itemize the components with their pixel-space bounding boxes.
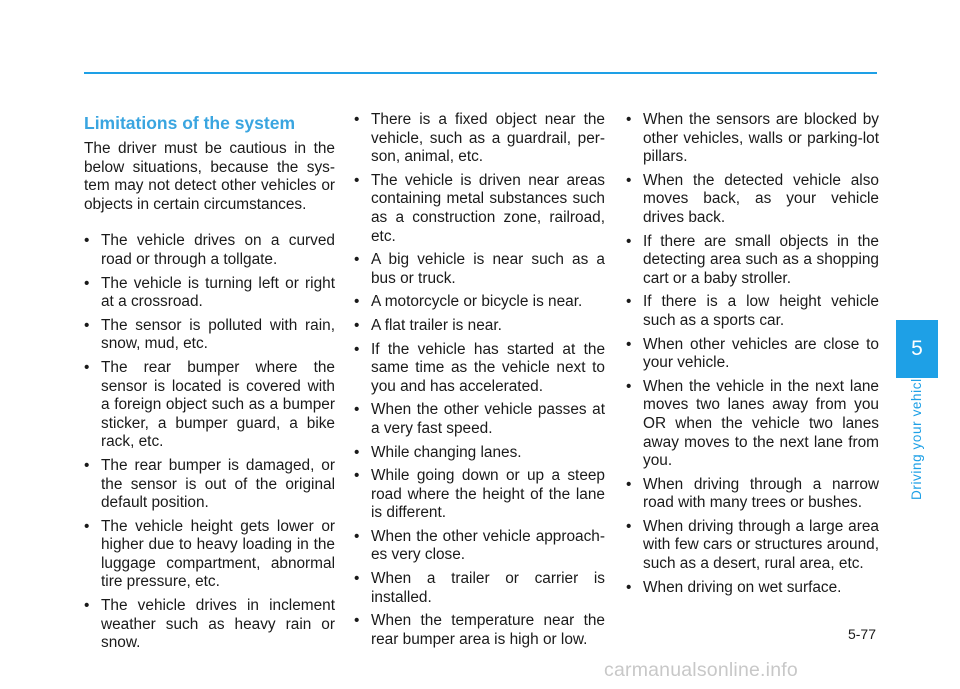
list-item: • The vehicle is turning left or right at a crossroad.	[84, 275, 335, 312]
intro-paragraph: The driver must be cautious in the below situations, because the sys-tem may not detect other vehicles or objects in certain circumstances.	[84, 140, 335, 213]
chapter-label-text: Driving your vehicle	[909, 370, 924, 500]
list-item: • The vehicle drives in inclement weather such as heavy rain or snow.	[84, 597, 335, 653]
list-item: • The rear bumper where the sensor is located is covered with a foreign object such as a bumper sticker, a bumper guard, a bike rack, etc.	[84, 359, 335, 452]
chapter-number-tab: 5	[896, 320, 938, 378]
list-item: • When other vehicles are close to your vehicle.	[626, 336, 879, 373]
list-item: • A motorcycle or bicycle is near.	[354, 293, 605, 312]
chapter-label	[896, 370, 938, 514]
column-2	[354, 111, 605, 654]
list-item: • When driving through a large area with few cars or structures around, such as a desert, rural area, etc.	[626, 518, 879, 574]
column-1	[84, 112, 335, 658]
watermark: carmanualsonline.info	[604, 659, 798, 681]
list-item: • A flat trailer is near.	[354, 317, 605, 336]
list-item: • When the vehicle in the next lane moves two lanes away from you OR when the vehicle two lanes away moves to the next lane from you.	[626, 378, 879, 471]
list-item: • The vehicle drives on a curved road or through a tollgate.	[84, 232, 335, 269]
limitations-list-3	[626, 111, 879, 597]
list-item: • The sensor is polluted with rain, snow, mud, etc.	[84, 317, 335, 354]
header-rule	[84, 72, 877, 74]
page-number: 5-77	[847, 626, 876, 642]
list-item: • There is a fixed object near the vehicle, such as a guardrail, per-son, animal, etc.	[354, 111, 605, 167]
section-title: Limitations of the system	[84, 113, 296, 133]
list-item: • If the vehicle has started at the same time as the vehicle next to you and has accelerated.	[354, 341, 605, 397]
list-item: • When a trailer or carrier is installed.	[354, 570, 605, 607]
list-item: • When driving through a narrow road with many trees or bushes.	[626, 476, 879, 513]
list-item: • When the other vehicle approach-es very close.	[354, 528, 605, 565]
list-item: • When the temperature near the rear bumper area is high or low.	[354, 612, 605, 649]
list-item: • When the detected vehicle also moves back, as your vehicle drives back.	[626, 172, 879, 228]
list-item: • If there are small objects in the detecting area such as a shopping cart or a baby stroller.	[626, 233, 879, 289]
list-item: • When driving on wet surface.	[626, 579, 879, 598]
list-item: • If there is a low height vehicle such as a sports car.	[626, 293, 879, 330]
list-item: • The vehicle height gets lower or higher due to heavy loading in the luggage compartment, abnormal tire pressure, etc.	[84, 518, 335, 592]
list-item: • When the other vehicle passes at a very fast speed.	[354, 401, 605, 438]
list-item: • The vehicle is driven near areas containing metal substances such as a construction zone, railroad, etc.	[354, 172, 605, 246]
column-3	[626, 111, 879, 602]
limitations-list-1	[84, 232, 335, 652]
limitations-list-2	[354, 111, 605, 649]
list-item: • While going down or up a steep road where the height of the lane is different.	[354, 467, 605, 523]
list-item: • A big vehicle is near such as a bus or truck.	[354, 251, 605, 288]
list-item: • When the sensors are blocked by other vehicles, walls or parking-lot pillars.	[626, 111, 879, 167]
list-item: • While changing lanes.	[354, 444, 605, 463]
list-item: • The rear bumper is damaged, or the sensor is out of the original default position.	[84, 457, 335, 513]
